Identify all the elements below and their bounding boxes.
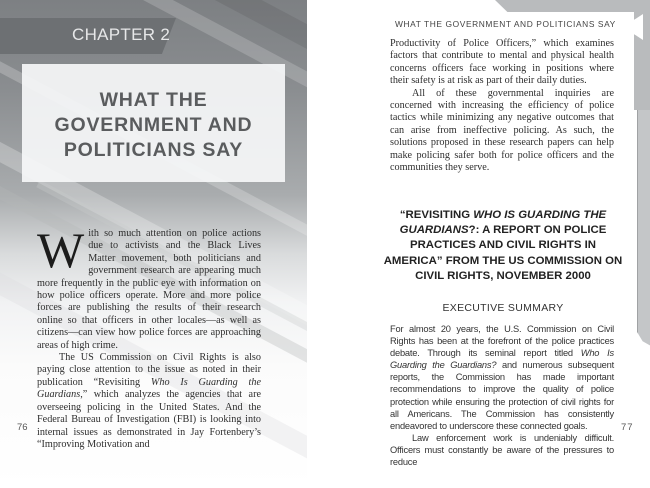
chapter-title-line: WHAT THE xyxy=(99,89,208,111)
paragraph xyxy=(390,323,614,432)
executive-summary-heading: EXECUTIVE SUMMARY xyxy=(442,302,564,314)
chapter-label: CHAPTER 2 xyxy=(72,25,171,44)
chapter-title-line: GOVERNMENT AND xyxy=(54,114,253,136)
report-title: Who Is Guarding the Guardians? xyxy=(390,348,614,371)
page-number-right: 77 xyxy=(621,422,634,433)
executive-summary-text xyxy=(390,323,614,468)
excerpt-title xyxy=(383,208,623,284)
paragraph: All of these governmental inquiries are concerned with increasing the efficiency of police tactics while minimizing any negative outcomes that can arise from ineffective policing. As such, the solutions proposed in these research papers can help make policing safer both for police officers and the communities they serve. xyxy=(390,87,614,174)
excerpt-title-text: ?: A REPORT ON POLICE PRACTICES AND CIVIL RIGHTS IN AMERICA” FROM THE US COMMISSION ON CIVIL RIGHTS, NOVEMBER 2000 xyxy=(383,224,623,282)
thumb-tab-body xyxy=(637,110,650,346)
excerpt-title-text: “REVISITING xyxy=(399,209,474,221)
paragraph-text: The US Commission on Civil Rights is also paying close attention to the issue as noted in their publication “Revisiting xyxy=(37,352,261,388)
page-number-left: 76 xyxy=(17,422,28,433)
paragraph: Law enforcement work is undeniably difficult. Officers must constantly be aware of the pressures to reduce xyxy=(390,432,614,468)
left-body-text xyxy=(37,222,261,451)
paragraph-text: ith so much attention on police actions due to activists and the Black Lives Matter movement, both politicians and government research are appearing much more frequently in the public eye with information on how police officers operate. More and more police forces are publishing the results of their research online so that officers in other locales—as well as citizens—can view how police forces are approaching areas of high crime. xyxy=(37,228,261,351)
paragraph xyxy=(37,222,261,352)
thumb-tab-top xyxy=(495,0,650,12)
paragraph-text: and numerous subsequent reports, the Commission has made important recommendations to improve the quality of police protection while ensuring the protection of civil rights for all Americans. The Commission has consistently endeavored to underscore these connected goals. xyxy=(390,360,614,431)
right-page xyxy=(325,0,650,488)
thumb-tab-notch xyxy=(623,14,643,40)
paragraph-text: For almost 20 years, the U.S. Commission on Civil Rights has been at the forefront of the police practices debate. Through its seminal report titled xyxy=(390,324,614,359)
chapter-title-line: POLITICIANS SAY xyxy=(63,139,244,161)
paragraph: Productivity of Police Officers,” which examines factors that contribute to mental and physical health concerns officers face working in positions where their safety is at risk as part of their daily duties. xyxy=(390,38,614,87)
excerpt-title-italic: WHO IS GUARDING THE GUARDIANS xyxy=(399,209,607,237)
paragraph-text: ,” which analyzes the agencies that are overseeing policing in the United States. And the Federal Bureau of Investigation (FBI) is looking into internal issues as demonstrated in Jay Fortenbery’s “Improving Motivation and xyxy=(37,389,261,450)
paragraph xyxy=(37,352,261,451)
drop-cap: W xyxy=(37,222,85,278)
running-head: WHAT THE GOVERNMENT AND POLITICIANS SAY xyxy=(395,19,616,29)
right-body-text xyxy=(390,38,614,174)
publication-title: Who Is Guarding the Guardians xyxy=(37,376,261,401)
chapter-title xyxy=(22,88,285,163)
